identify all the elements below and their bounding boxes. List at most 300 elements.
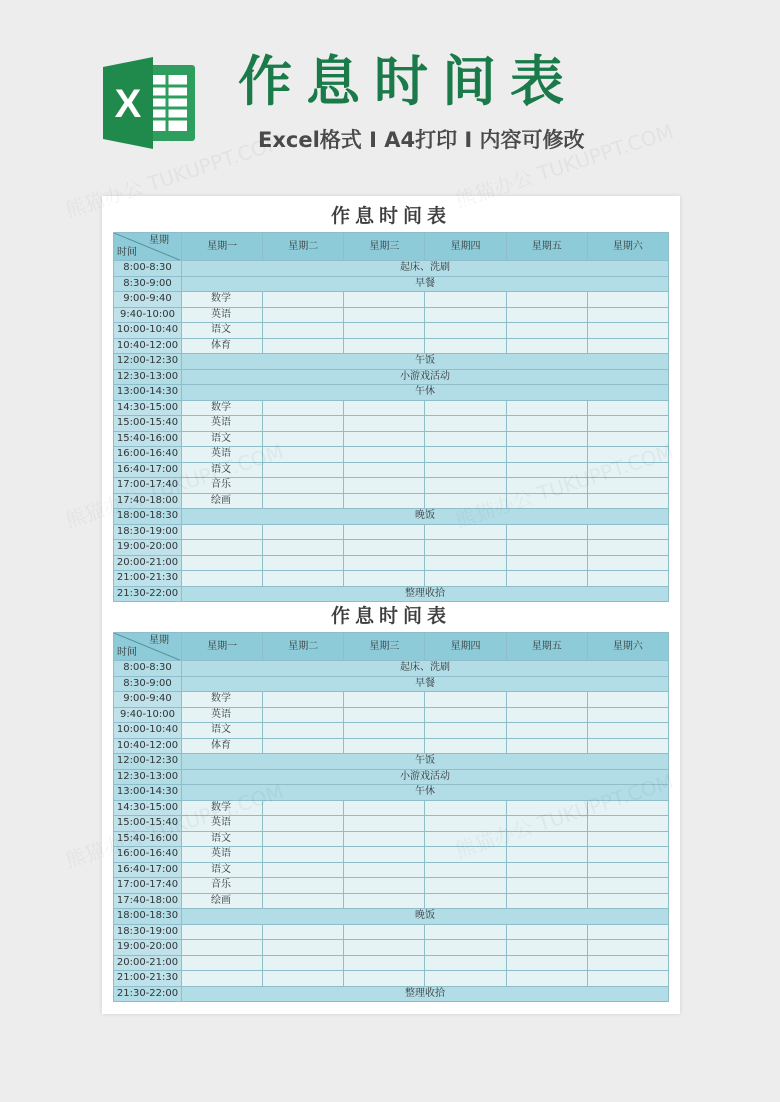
empty-cell[interactable]	[344, 816, 425, 832]
empty-cell[interactable]	[344, 555, 425, 571]
empty-cell[interactable]	[587, 478, 668, 494]
time-cell[interactable]: 15:00-15:40	[114, 416, 182, 432]
empty-cell[interactable]	[425, 831, 506, 847]
empty-cell[interactable]	[344, 847, 425, 863]
table-row	[114, 354, 669, 370]
empty-cell[interactable]	[263, 478, 344, 494]
time-cell[interactable]: 21:00-21:30	[114, 571, 182, 587]
subject-cell[interactable]	[182, 940, 263, 956]
table-row	[114, 524, 669, 540]
day-header: 星期三	[344, 233, 425, 261]
activity-cell[interactable]: 午休	[182, 785, 669, 801]
subject-cell[interactable]: 英语	[182, 416, 263, 432]
table-row	[114, 878, 669, 894]
table-row	[114, 416, 669, 432]
empty-cell[interactable]	[263, 738, 344, 754]
empty-cell[interactable]	[425, 540, 506, 556]
empty-cell[interactable]	[587, 738, 668, 754]
empty-cell[interactable]	[587, 800, 668, 816]
corner-label-day: 星期	[149, 635, 169, 646]
empty-cell[interactable]	[263, 338, 344, 354]
day-header: 星期六	[587, 233, 668, 261]
empty-cell[interactable]	[344, 292, 425, 308]
subject-cell[interactable]: 英语	[182, 447, 263, 463]
empty-cell[interactable]	[425, 416, 506, 432]
empty-cell[interactable]	[425, 478, 506, 494]
corner-cell	[114, 233, 182, 261]
empty-cell[interactable]	[506, 723, 587, 739]
empty-cell[interactable]	[425, 940, 506, 956]
corner-cell	[114, 633, 182, 661]
page-subtitle: Excel格式 I A4打印 I 内容可修改	[258, 128, 585, 152]
time-cell[interactable]: 15:40-16:00	[114, 431, 182, 447]
time-cell[interactable]: 17:40-18:00	[114, 893, 182, 909]
empty-cell[interactable]	[506, 323, 587, 339]
table-row	[114, 586, 669, 602]
corner-label-time: 时间	[117, 247, 137, 258]
empty-cell[interactable]	[344, 971, 425, 987]
schedule-table	[113, 632, 669, 1002]
time-cell[interactable]: 9:00-9:40	[114, 692, 182, 708]
empty-cell[interactable]	[425, 692, 506, 708]
empty-cell[interactable]	[587, 723, 668, 739]
empty-cell[interactable]	[263, 723, 344, 739]
empty-cell[interactable]	[587, 555, 668, 571]
empty-cell[interactable]	[344, 323, 425, 339]
empty-cell[interactable]	[344, 723, 425, 739]
empty-cell[interactable]	[425, 723, 506, 739]
table-row	[114, 571, 669, 587]
time-cell[interactable]: 10:00-10:40	[114, 323, 182, 339]
time-cell[interactable]: 19:00-20:00	[114, 940, 182, 956]
subject-cell[interactable]	[182, 924, 263, 940]
time-cell[interactable]: 12:00-12:30	[114, 354, 182, 370]
day-header: 星期一	[182, 233, 263, 261]
empty-cell[interactable]	[263, 462, 344, 478]
empty-cell[interactable]	[425, 847, 506, 863]
subject-cell[interactable]: 数学	[182, 292, 263, 308]
empty-cell[interactable]	[425, 738, 506, 754]
empty-cell[interactable]	[344, 338, 425, 354]
empty-cell[interactable]	[263, 847, 344, 863]
activity-cell[interactable]: 起床、洗刷	[182, 661, 669, 677]
empty-cell[interactable]	[344, 478, 425, 494]
table-row	[114, 862, 669, 878]
time-cell[interactable]: 9:00-9:40	[114, 292, 182, 308]
empty-cell[interactable]	[587, 878, 668, 894]
table-row	[114, 676, 669, 692]
empty-cell[interactable]	[344, 955, 425, 971]
subject-cell[interactable]: 音乐	[182, 878, 263, 894]
empty-cell[interactable]	[263, 816, 344, 832]
time-cell[interactable]: 8:00-8:30	[114, 261, 182, 277]
time-cell[interactable]: 17:00-17:40	[114, 878, 182, 894]
empty-cell[interactable]	[587, 955, 668, 971]
subject-cell[interactable]: 数学	[182, 800, 263, 816]
empty-cell[interactable]	[425, 323, 506, 339]
time-cell[interactable]: 15:40-16:00	[114, 831, 182, 847]
table-row	[114, 831, 669, 847]
empty-cell[interactable]	[587, 540, 668, 556]
empty-cell[interactable]	[344, 540, 425, 556]
activity-cell[interactable]: 小游戏活动	[182, 769, 669, 785]
time-cell[interactable]: 18:00-18:30	[114, 909, 182, 925]
empty-cell[interactable]	[263, 400, 344, 416]
time-cell[interactable]: 9:40-10:00	[114, 707, 182, 723]
table-row	[114, 893, 669, 909]
empty-cell[interactable]	[506, 831, 587, 847]
sheet-title: 作息时间表	[330, 205, 451, 227]
table-row	[114, 540, 669, 556]
empty-cell[interactable]	[344, 400, 425, 416]
table-row	[114, 955, 669, 971]
empty-cell[interactable]	[344, 692, 425, 708]
empty-cell[interactable]	[587, 707, 668, 723]
empty-cell[interactable]	[425, 893, 506, 909]
empty-cell[interactable]	[344, 447, 425, 463]
activity-cell[interactable]: 午饭	[182, 354, 669, 370]
activity-cell[interactable]: 整理收拾	[182, 586, 669, 602]
table-row	[114, 261, 669, 277]
empty-cell[interactable]	[506, 493, 587, 509]
activity-cell[interactable]: 整理收拾	[182, 986, 669, 1002]
time-cell[interactable]: 16:40-17:00	[114, 862, 182, 878]
empty-cell[interactable]	[344, 893, 425, 909]
time-cell[interactable]: 16:00-16:40	[114, 847, 182, 863]
empty-cell[interactable]	[263, 323, 344, 339]
empty-cell[interactable]	[263, 524, 344, 540]
empty-cell[interactable]	[506, 478, 587, 494]
empty-cell[interactable]	[263, 571, 344, 587]
empty-cell[interactable]	[587, 338, 668, 354]
time-cell[interactable]: 10:40-12:00	[114, 338, 182, 354]
empty-cell[interactable]	[425, 924, 506, 940]
empty-cell[interactable]	[263, 862, 344, 878]
table-row	[114, 940, 669, 956]
empty-cell[interactable]	[344, 462, 425, 478]
empty-cell[interactable]	[506, 862, 587, 878]
empty-cell[interactable]	[344, 416, 425, 432]
table-row	[114, 785, 669, 801]
subject-cell[interactable]: 语文	[182, 323, 263, 339]
activity-cell[interactable]: 早餐	[182, 676, 669, 692]
time-cell[interactable]: 13:00-14:30	[114, 785, 182, 801]
empty-cell[interactable]	[425, 400, 506, 416]
header-row	[114, 633, 669, 661]
empty-cell[interactable]	[344, 878, 425, 894]
empty-cell[interactable]	[263, 493, 344, 509]
empty-cell[interactable]	[425, 816, 506, 832]
empty-cell[interactable]	[506, 816, 587, 832]
empty-cell[interactable]	[506, 971, 587, 987]
empty-cell[interactable]	[506, 800, 587, 816]
empty-cell[interactable]	[425, 292, 506, 308]
empty-cell[interactable]	[425, 571, 506, 587]
subject-cell[interactable]: 音乐	[182, 478, 263, 494]
table-row	[114, 369, 669, 385]
table-row	[114, 971, 669, 987]
time-cell[interactable]: 18:30-19:00	[114, 924, 182, 940]
empty-cell[interactable]	[506, 555, 587, 571]
empty-cell[interactable]	[425, 707, 506, 723]
table-row	[114, 661, 669, 677]
subject-cell[interactable]: 绘画	[182, 893, 263, 909]
empty-cell[interactable]	[425, 524, 506, 540]
time-cell[interactable]: 16:40-17:00	[114, 462, 182, 478]
empty-cell[interactable]	[263, 924, 344, 940]
empty-cell[interactable]	[506, 847, 587, 863]
empty-cell[interactable]	[587, 416, 668, 432]
empty-cell[interactable]	[425, 447, 506, 463]
empty-cell[interactable]	[344, 431, 425, 447]
time-cell[interactable]: 8:30-9:00	[114, 676, 182, 692]
empty-cell[interactable]	[506, 416, 587, 432]
time-cell[interactable]: 20:00-21:00	[114, 555, 182, 571]
empty-cell[interactable]	[425, 431, 506, 447]
activity-cell[interactable]: 起床、洗刷	[182, 261, 669, 277]
empty-cell[interactable]	[344, 307, 425, 323]
time-cell[interactable]: 18:00-18:30	[114, 509, 182, 525]
empty-cell[interactable]	[263, 292, 344, 308]
subject-cell[interactable]: 英语	[182, 307, 263, 323]
empty-cell[interactable]	[344, 738, 425, 754]
empty-cell[interactable]	[425, 462, 506, 478]
subject-cell[interactable]: 语文	[182, 431, 263, 447]
empty-cell[interactable]	[506, 540, 587, 556]
time-cell[interactable]: 12:30-13:00	[114, 369, 182, 385]
empty-cell[interactable]	[506, 431, 587, 447]
empty-cell[interactable]	[344, 524, 425, 540]
time-cell[interactable]: 12:30-13:00	[114, 769, 182, 785]
empty-cell[interactable]	[344, 707, 425, 723]
logo-letter: X	[114, 82, 142, 126]
subject-cell[interactable]: 语文	[182, 723, 263, 739]
activity-cell[interactable]: 午饭	[182, 754, 669, 770]
empty-cell[interactable]	[587, 940, 668, 956]
activity-cell[interactable]: 晚饭	[182, 509, 669, 525]
table-row	[114, 385, 669, 401]
time-cell[interactable]: 21:30-22:00	[114, 986, 182, 1002]
empty-cell[interactable]	[506, 955, 587, 971]
empty-cell[interactable]	[587, 400, 668, 416]
empty-cell[interactable]	[425, 338, 506, 354]
table-row	[114, 909, 669, 925]
empty-cell[interactable]	[344, 493, 425, 509]
time-cell[interactable]: 18:30-19:00	[114, 524, 182, 540]
empty-cell[interactable]	[506, 524, 587, 540]
corner-label-day: 星期	[149, 235, 169, 246]
empty-cell[interactable]	[506, 893, 587, 909]
empty-cell[interactable]	[263, 540, 344, 556]
day-header: 星期五	[506, 633, 587, 661]
empty-cell[interactable]	[425, 955, 506, 971]
time-cell[interactable]: 8:30-9:00	[114, 276, 182, 292]
table-row	[114, 738, 669, 754]
table-row	[114, 816, 669, 832]
subject-cell[interactable]	[182, 971, 263, 987]
activity-cell[interactable]: 晚饭	[182, 909, 669, 925]
activity-cell[interactable]: 早餐	[182, 276, 669, 292]
day-header: 星期四	[425, 233, 506, 261]
table-row	[114, 462, 669, 478]
subject-cell[interactable]: 体育	[182, 338, 263, 354]
spreadsheet-paper	[102, 196, 680, 1014]
empty-cell[interactable]	[587, 692, 668, 708]
empty-cell[interactable]	[587, 571, 668, 587]
corner-label-time: 时间	[117, 647, 137, 658]
time-cell[interactable]: 15:00-15:40	[114, 816, 182, 832]
empty-cell[interactable]	[506, 924, 587, 940]
table-row	[114, 723, 669, 739]
empty-cell[interactable]	[344, 571, 425, 587]
empty-cell[interactable]	[506, 692, 587, 708]
time-cell[interactable]: 8:00-8:30	[114, 661, 182, 677]
empty-cell[interactable]	[263, 692, 344, 708]
empty-cell[interactable]	[587, 924, 668, 940]
subject-cell[interactable]: 英语	[182, 847, 263, 863]
header	[0, 0, 780, 190]
empty-cell[interactable]	[506, 738, 587, 754]
empty-cell[interactable]	[425, 971, 506, 987]
subject-cell[interactable]: 语文	[182, 862, 263, 878]
schedule-table	[113, 232, 669, 602]
subject-cell[interactable]: 数学	[182, 400, 263, 416]
table-row	[114, 707, 669, 723]
activity-cell[interactable]: 小游戏活动	[182, 369, 669, 385]
empty-cell[interactable]	[344, 924, 425, 940]
empty-cell[interactable]	[587, 462, 668, 478]
empty-cell[interactable]	[425, 555, 506, 571]
empty-cell[interactable]	[425, 493, 506, 509]
empty-cell[interactable]	[425, 800, 506, 816]
day-header: 星期二	[263, 633, 344, 661]
empty-cell[interactable]	[587, 524, 668, 540]
empty-cell[interactable]	[587, 831, 668, 847]
time-cell[interactable]: 20:00-21:00	[114, 955, 182, 971]
excel-logo-icon	[103, 57, 199, 149]
table-row	[114, 276, 669, 292]
time-cell[interactable]: 17:40-18:00	[114, 493, 182, 509]
empty-cell[interactable]	[263, 940, 344, 956]
empty-cell[interactable]	[425, 878, 506, 894]
empty-cell[interactable]	[506, 707, 587, 723]
empty-cell[interactable]	[263, 447, 344, 463]
table-row	[114, 292, 669, 308]
time-cell[interactable]: 17:00-17:40	[114, 478, 182, 494]
subject-cell[interactable]: 语文	[182, 462, 263, 478]
day-header: 星期三	[344, 633, 425, 661]
time-cell[interactable]: 16:00-16:40	[114, 447, 182, 463]
subject-cell[interactable]	[182, 540, 263, 556]
table-row	[114, 847, 669, 863]
empty-cell[interactable]	[344, 862, 425, 878]
subject-cell[interactable]: 英语	[182, 816, 263, 832]
day-header: 星期二	[263, 233, 344, 261]
empty-cell[interactable]	[263, 800, 344, 816]
page-title: 作息时间表	[238, 50, 578, 113]
empty-cell[interactable]	[587, 816, 668, 832]
subject-cell[interactable]	[182, 524, 263, 540]
table-row	[114, 800, 669, 816]
empty-cell[interactable]	[344, 940, 425, 956]
day-header: 星期四	[425, 633, 506, 661]
empty-cell[interactable]	[587, 307, 668, 323]
empty-cell[interactable]	[506, 338, 587, 354]
empty-cell[interactable]	[506, 307, 587, 323]
empty-cell[interactable]	[587, 971, 668, 987]
time-cell[interactable]: 12:00-12:30	[114, 754, 182, 770]
subject-cell[interactable]: 绘画	[182, 493, 263, 509]
empty-cell[interactable]	[344, 831, 425, 847]
subject-cell[interactable]	[182, 555, 263, 571]
table-row	[114, 493, 669, 509]
empty-cell[interactable]	[263, 555, 344, 571]
subject-cell[interactable]: 数学	[182, 692, 263, 708]
empty-cell[interactable]	[506, 292, 587, 308]
time-cell[interactable]: 21:30-22:00	[114, 586, 182, 602]
empty-cell[interactable]	[587, 447, 668, 463]
empty-cell[interactable]	[425, 862, 506, 878]
empty-cell[interactable]	[506, 462, 587, 478]
empty-cell[interactable]	[263, 431, 344, 447]
subject-cell[interactable]: 语文	[182, 831, 263, 847]
empty-cell[interactable]	[263, 893, 344, 909]
table-row	[114, 692, 669, 708]
subject-cell[interactable]	[182, 955, 263, 971]
empty-cell[interactable]	[263, 707, 344, 723]
empty-cell[interactable]	[344, 800, 425, 816]
empty-cell[interactable]	[263, 955, 344, 971]
table-row	[114, 447, 669, 463]
subject-cell[interactable]: 英语	[182, 707, 263, 723]
empty-cell[interactable]	[263, 307, 344, 323]
empty-cell[interactable]	[425, 307, 506, 323]
empty-cell[interactable]	[587, 847, 668, 863]
empty-cell[interactable]	[263, 878, 344, 894]
empty-cell[interactable]	[263, 971, 344, 987]
empty-cell[interactable]	[506, 400, 587, 416]
time-cell[interactable]: 14:30-15:00	[114, 800, 182, 816]
subject-cell[interactable]	[182, 571, 263, 587]
empty-cell[interactable]	[587, 323, 668, 339]
header-row	[114, 233, 669, 261]
empty-cell[interactable]	[506, 447, 587, 463]
time-cell[interactable]: 9:40-10:00	[114, 307, 182, 323]
empty-cell[interactable]	[587, 431, 668, 447]
empty-cell[interactable]	[263, 831, 344, 847]
empty-cell[interactable]	[506, 940, 587, 956]
table-row	[114, 307, 669, 323]
time-cell[interactable]: 14:30-15:00	[114, 400, 182, 416]
empty-cell[interactable]	[587, 893, 668, 909]
empty-cell[interactable]	[587, 862, 668, 878]
time-cell[interactable]: 10:00-10:40	[114, 723, 182, 739]
empty-cell[interactable]	[587, 292, 668, 308]
time-cell[interactable]: 21:00-21:30	[114, 971, 182, 987]
table-row	[114, 323, 669, 339]
empty-cell[interactable]	[263, 416, 344, 432]
time-cell[interactable]: 13:00-14:30	[114, 385, 182, 401]
empty-cell[interactable]	[506, 571, 587, 587]
subject-cell[interactable]: 体育	[182, 738, 263, 754]
table-row	[114, 338, 669, 354]
empty-cell[interactable]	[506, 878, 587, 894]
empty-cell[interactable]	[587, 493, 668, 509]
time-cell[interactable]: 10:40-12:00	[114, 738, 182, 754]
time-cell[interactable]: 19:00-20:00	[114, 540, 182, 556]
table-row	[114, 478, 669, 494]
activity-cell[interactable]: 午休	[182, 385, 669, 401]
